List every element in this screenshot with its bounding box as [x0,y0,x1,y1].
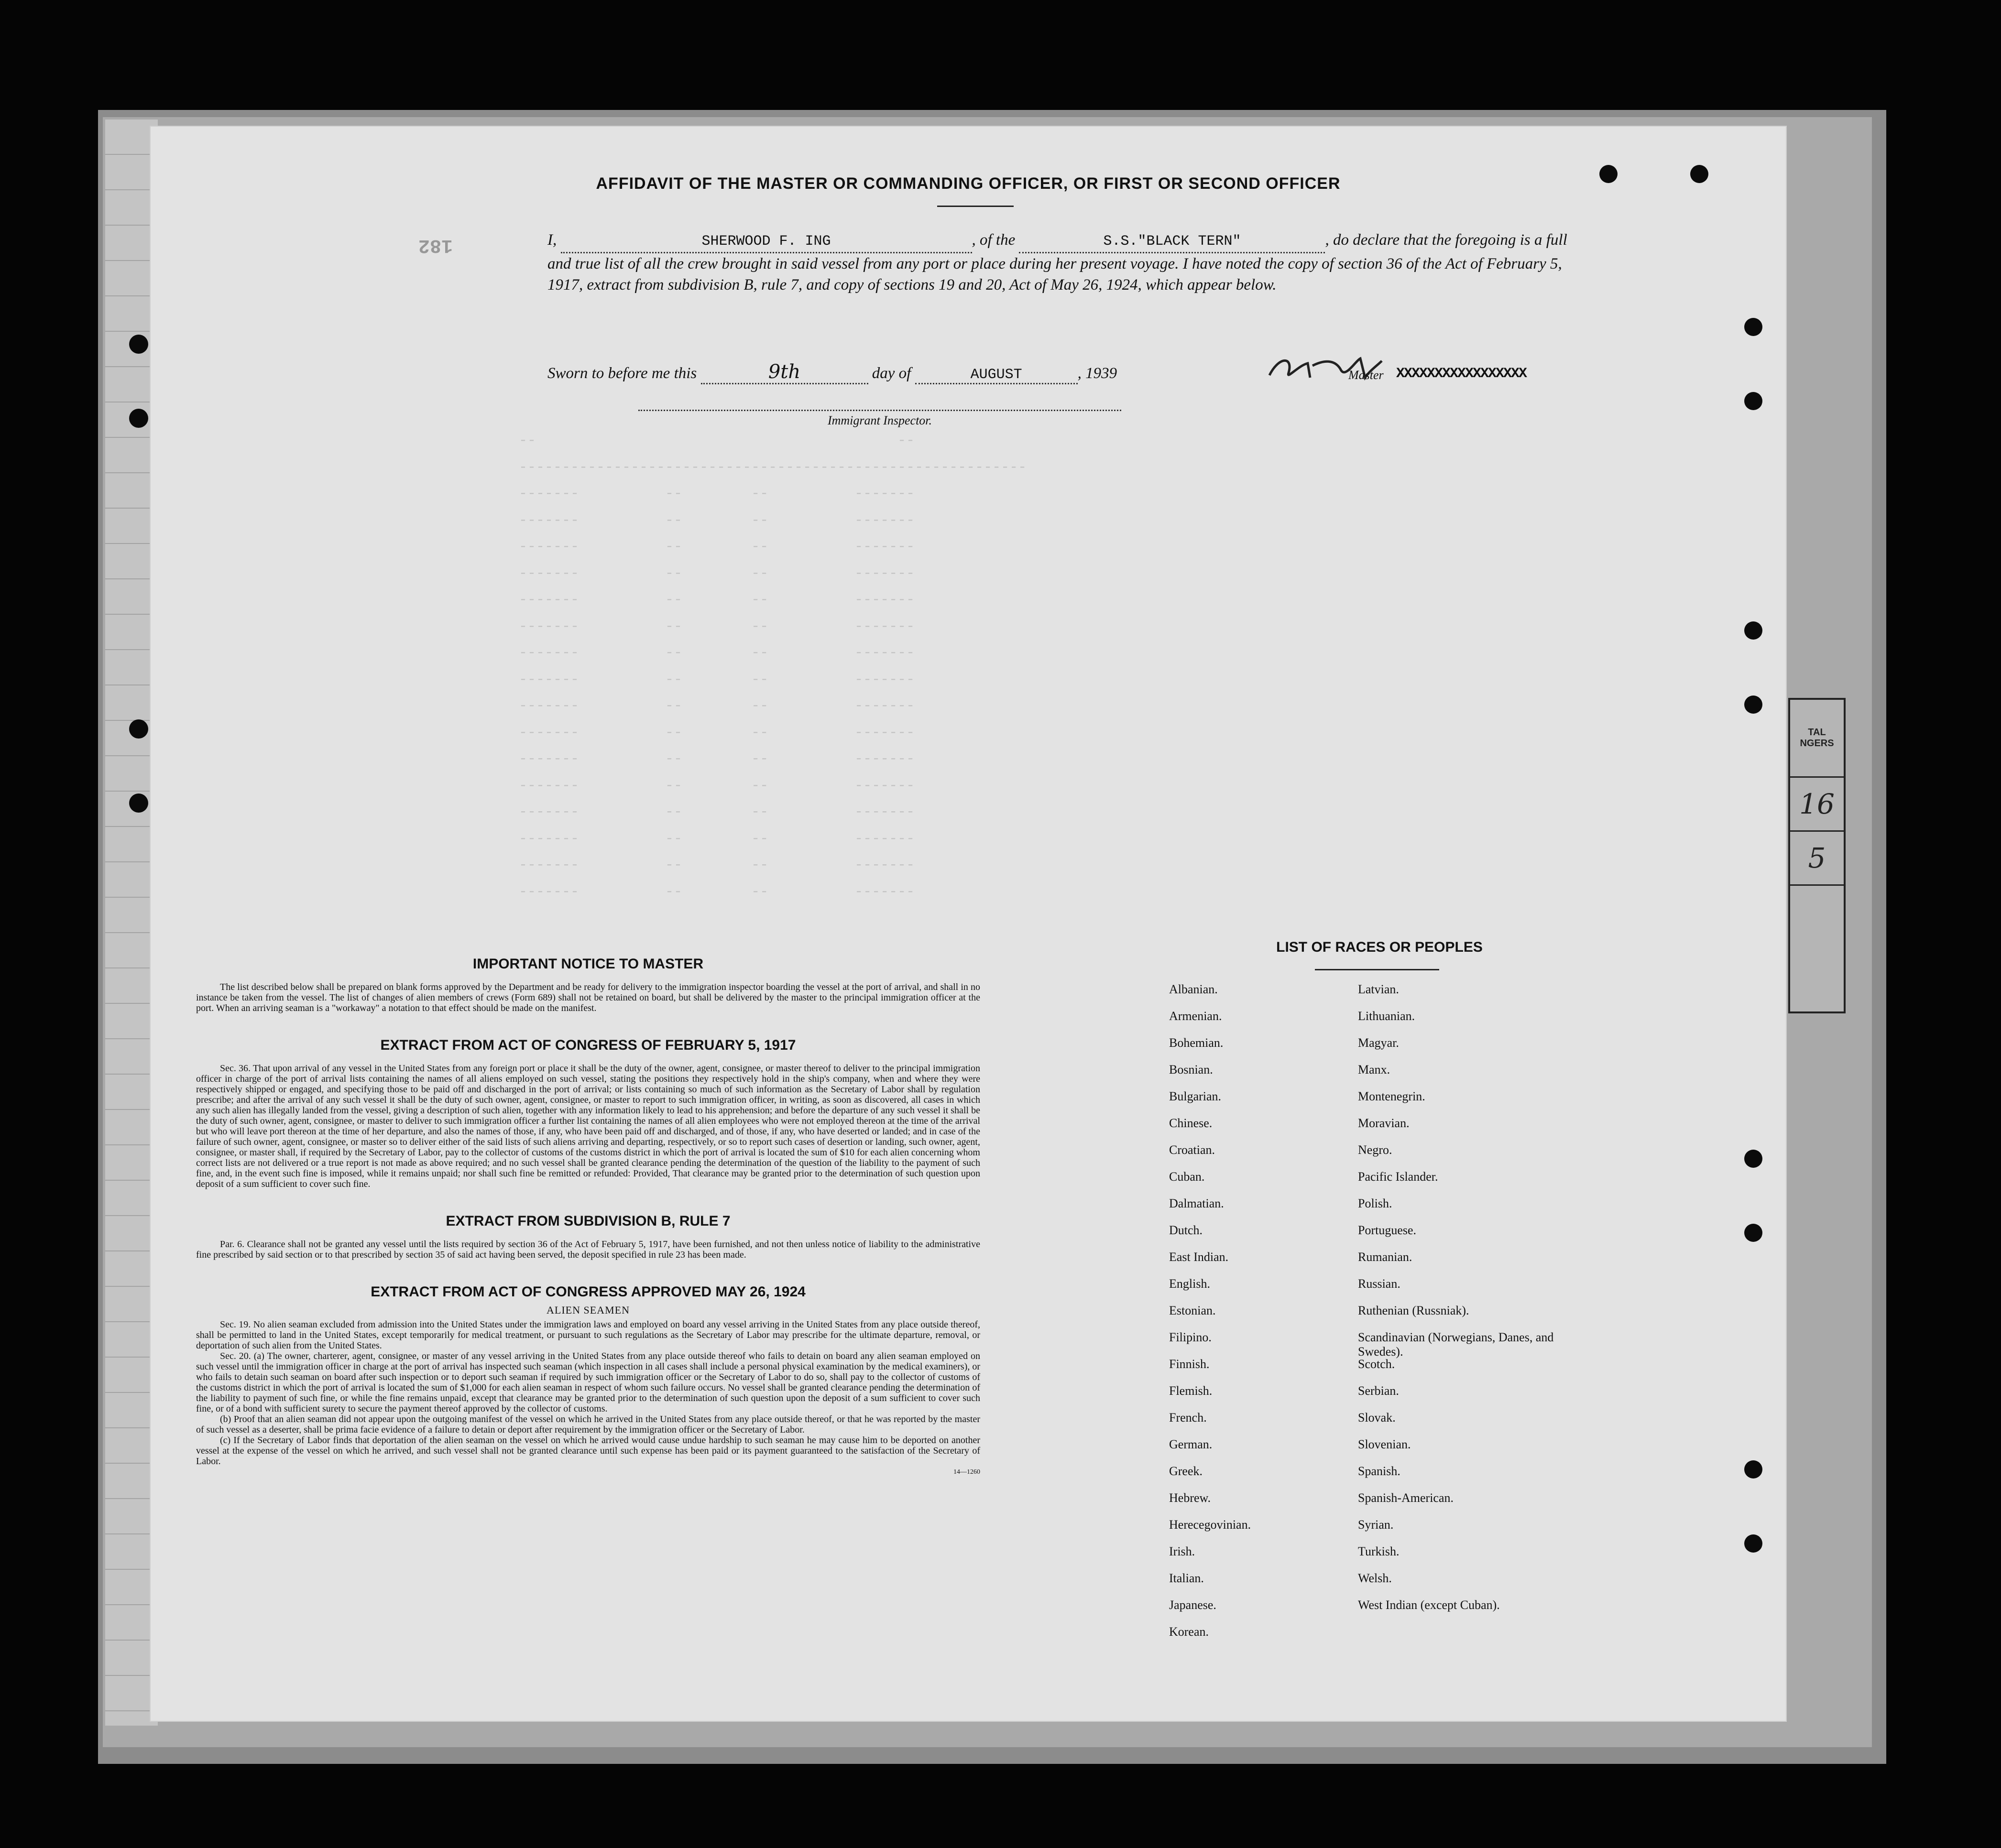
race-item: Manx. [1358,1063,1390,1076]
race-item: Slovenian. [1358,1437,1411,1451]
extract-1924-title: EXTRACT FROM ACT OF CONGRESS APPROVED MAY 26, 1924 [371,1284,806,1300]
race-item: Magyar. [1358,1036,1399,1050]
notice-text: The list described below shall be prepared on blank forms approved by the Department and be ready for delivery to the immigration inspector boarding the vessel at the port of arrival, and shall in no instance be taken from the vessel. The list of changes of alien members of crews (Form 689) shall not be retained on board, but shall be delivered by the master to the principal immigration officer at the port. When an arriving seaman is a "workaway" a notation to that effect should be made on the manifest. [196,982,980,1013]
ledger-strip-left [105,120,158,1726]
race-item: Greek. [1169,1464,1203,1478]
form-number: 14—1260 [953,1468,980,1476]
race-item: Welsh. [1358,1571,1392,1585]
race-item: Slovak. [1358,1411,1396,1424]
inspector-label: Immigrant Inspector. [827,413,932,427]
race-item: Rumanian. [1358,1250,1412,1264]
sworn-month-field[interactable]: AUGUST [915,367,1078,384]
race-item: German. [1169,1437,1213,1451]
punch-hole [1744,696,1762,714]
day-of-label: day of [872,365,911,382]
declaration-paragraph [547,229,1580,295]
race-item: English. [1169,1277,1210,1291]
race-item: Estonian. [1169,1304,1216,1317]
race-item: Spanish-American. [1358,1491,1454,1505]
race-item: Syrian. [1358,1518,1394,1532]
race-item: Negro. [1358,1143,1392,1157]
bleedthrough-crew-table: -- -- ----------------------------------------------------------- ------- -- -- ------- ------- -- -- ------- ------- -- -- ------- ------- -- -- ------- ------- -- -- ------- ------- -- -- ------- ------- -- -- ------- ------- -- -- ------- ------- -- -- ------- ------- -- -- ------- ------- -- -- ------- ------- -- -- ------- ------- -- -- ------- ------- -- -- ------- ------- -- -- ------- ------- -- -- ------- [519,433,1027,900]
punch-hole [1744,1534,1762,1553]
inspector-signature-line[interactable] [638,410,1121,411]
bleedthrough-number: 182 [418,234,453,256]
race-item: Finnish. [1169,1357,1210,1371]
of-the-label: , of the [972,231,1016,249]
extract-1924-sec20c: (c) If the Secretary of Labor finds that deportation of the alien seaman on the vessel on which he arrived would cause undue hardship to such seaman he may cause him to be deported on another vessel at the expense of the vessel on which he arrived, and such vessel shall not be granted clearance until such expense has been paid or its payment guaranteed to the satisfaction of the Secretary of Labor. [196,1435,980,1467]
race-item: Cuban. [1169,1170,1205,1184]
race-item: West Indian (except Cuban). [1358,1598,1500,1612]
vessel-name-field[interactable]: S.S."BLACK TERN" [1019,231,1325,253]
legal-notices [196,956,980,1476]
races-title: LIST OF RACES OR PEOPLES [1276,939,1483,955]
extract-1917-text: Sec. 36. That upon arrival of any vessel in the United States from any foreign port or place it shall be the duty of the owner, agent, consignee, or master thereof to deliver to the principal immigration officer in charge of the port of arrival lists containing the names of all aliens employed on such vessel, stating the positions they respectively hold in the ship's company, when and where they were respectively shipped or engaged, and specifying those to be paid off and discharged in the port of arrival; or lists containing so much of such information as the Secretary of Labor shall by regulation prescribe; and after the arrival of any such vessel it shall be the duty of such owner, agent, consignee, or master to report to such immigration officer, in writing, as soon as discovered, all cases in which any such alien has illegally landed from the vessel, giving a description of such alien, together with any information likely to lead to his apprehension; and before the departure of any such vessel it shall be the duty of such owner, agent, consignee, or master to deliver to such immigration officer a further list containing the names of all alien employees who were not employed thereon at the time of the arrival but who will leave port thereon at the time of her departure, and also the names of those, if any, who have been paid off and discharged, and of those, if any, who have deserted or landed; and in case of the failure of such owner, agent, consignee, or master so to deliver either of the said lists of such aliens arriving and departing, respectively, or so to report such cases of desertion or landing, such owner, agent, consignee, or master shall, if required by the Secretary of Labor, pay to the collector of customs of the customs district in which the port of arrival is located the sum of $10 for each alien concerning whom correct lists are not delivered or a true report is not made as above required; and no such vessel shall be granted clearance pending the determination of the question of the liability to the payment of such fine, and, in the event such fine is imposed, while it remains unpaid; nor shall such fine be remitted or refunded: Provided, That clearance may be granted prior to the determination of such question upon deposit of a sum sufficient to cover such fine. [196,1063,980,1189]
extract-1924-subtitle: ALIEN SEAMEN [547,1304,630,1316]
races-column-left [1169,982,1341,1652]
sworn-label: Sworn to before me this [547,365,697,382]
side-tab-heading-1: TAL [1808,727,1826,738]
race-item: East Indian. [1169,1250,1229,1264]
master-name-field[interactable]: SHERWOOD F. ING [561,231,972,253]
race-item: Russian. [1358,1277,1400,1291]
master-label: Master [1348,368,1384,382]
races-column-right [1358,982,1564,1625]
races-rule [1315,969,1439,970]
sworn-year: , 1939 [1077,365,1117,382]
extract-rule7-title: EXTRACT FROM SUBDIVISION B, RULE 7 [446,1213,731,1229]
punch-hole [1744,1224,1762,1242]
extract-1924-sec19: Sec. 19. No alien seaman excluded from admission into the United States under the immigration laws and employed on board any vessel arriving in the United States from any place outside thereof, shall be permitted to land in the United States, except temporarily for medical treatment, or pursuant to such regulations as the Secretary of Labor may prescribe for the ultimate departure, removal, or deportation of such alien from the United States. [196,1319,980,1351]
sworn-line [547,361,1408,384]
race-item: Korean. [1169,1625,1209,1639]
race-item: Croatian. [1169,1143,1215,1157]
side-tab-value-2: 5 [1790,832,1844,886]
race-item: Japanese. [1169,1598,1216,1612]
i-label: I, [547,231,557,249]
side-tab-total-passengers [1788,698,1846,1013]
punch-hole [1744,1150,1762,1168]
race-item: Dutch. [1169,1223,1203,1237]
race-item: Polish. [1358,1196,1392,1210]
extract-1924-sec20a: Sec. 20. (a) The owner, charterer, agent, consignee, or master of any vessel arriving in the United States from any place outside thereof who fails to detain on board any alien seaman employed on such vessel until the immigration officer in charge at the port of arrival has inspected such seaman (which inspection in all cases shall include a personal physical examination by the medical examiners), or who fails to detain such seaman on board after such inspection or to deport such seaman if required by such immigration officer or the Secretary of Labor to do so, shall pay to the collector of customs of the customs district in which the port of arrival is located the sum of $1,000 for each alien seaman in respect of whom such failure occurs. No vessel shall be granted clearance pending the determination of the liability to payment of such fine, or while the fine remains unpaid, except that clearance may be granted prior to the determination of such question upon the deposit of a sum sufficient to cover such fine, or of a bond with sufficient surety to secure the payment thereof approved by the collector of customs. [196,1351,980,1414]
race-item: Flemish. [1169,1384,1213,1398]
race-item: Lithuanian. [1358,1009,1415,1023]
race-item: Bulgarian. [1169,1089,1222,1103]
punch-hole [1744,318,1762,336]
race-item: Turkish. [1358,1544,1400,1558]
race-item: Irish. [1169,1544,1195,1558]
race-item: Herecegovinian. [1169,1518,1251,1532]
race-item: Portuguese. [1358,1223,1417,1237]
race-item: Serbian. [1358,1384,1399,1398]
title-rule [937,206,1014,207]
race-item: Bosnian. [1169,1063,1213,1076]
declaration-text: that the foregoing is a full and true list of all the crew brought in said vessel from any port or place during her present voyage. I have noted the copy of section 36 of the Act of February 5, 1917, extract from subdivision B, rule 7, and copy of sections 19 and 20, Act of May 26, 1924, which appear below. [547,231,1567,294]
extract-1924-sec20b: (b) Proof that an alien seaman did not appear upon the outgoing manifest of the vessel on which he arrived in the United States from any place outside thereof, or that he was reported by the master of such vessel as a deserter, shall be prima facie evidence of a failure to detain or deport after requirement by the immigration officer or the Secretary of Labor. [196,1414,980,1435]
race-item: Armenian. [1169,1009,1222,1023]
race-item: Hebrew. [1169,1491,1211,1505]
master-title-overstrike: XXXXXXXXXXXXXXXXX [1396,366,1527,382]
race-item: Latvian. [1358,982,1399,996]
notice-title: IMPORTANT NOTICE TO MASTER [472,956,704,972]
race-item: Ruthenian (Russniak). [1358,1304,1469,1317]
race-item: Scandinavian (Norwegians, Danes, and Swedes). [1358,1330,1554,1359]
race-item: Italian. [1169,1571,1204,1585]
race-item: Montenegrin. [1358,1089,1425,1103]
race-item: Albanian. [1169,982,1218,996]
punch-hole [1744,1460,1762,1478]
race-item: Dalmatian. [1169,1196,1224,1210]
side-tab-heading-2: NGERS [1800,738,1834,749]
side-tab-value-1: 16 [1790,778,1844,832]
extract-rule7-text: Par. 6. Clearance shall not be granted any vessel until the lists required by section 36 of the Act of February 5, 1917, have been furnished, and not then unless notice of liability to the administrative fine prescribed by said section or to that prescribed by section 35 of said act having been served, the deposit specified in rule 23 has been made. [196,1239,980,1260]
sworn-day-field[interactable]: 9th [701,361,868,384]
race-item: Pacific Islander. [1358,1170,1438,1184]
punch-hole [1744,392,1762,410]
race-item: Spanish. [1358,1464,1400,1478]
race-item: Bohemian. [1169,1036,1224,1050]
extract-1917-title: EXTRACT FROM ACT OF CONGRESS OF FEBRUARY 5, 1917 [380,1037,796,1053]
affidavit-sheet [151,127,1786,1721]
punch-hole [1744,621,1762,640]
affidavit-title: AFFIDAVIT OF THE MASTER OR COMMANDING OFFICER, OR FIRST OR SECOND OFFICER [596,174,1341,193]
race-item: French. [1169,1411,1207,1424]
race-item: Scotch. [1358,1357,1395,1371]
do-declare-label: , do declare [1325,231,1400,249]
race-item: Moravian. [1358,1116,1410,1130]
race-item: Chinese. [1169,1116,1213,1130]
race-item: Filipino. [1169,1330,1212,1344]
